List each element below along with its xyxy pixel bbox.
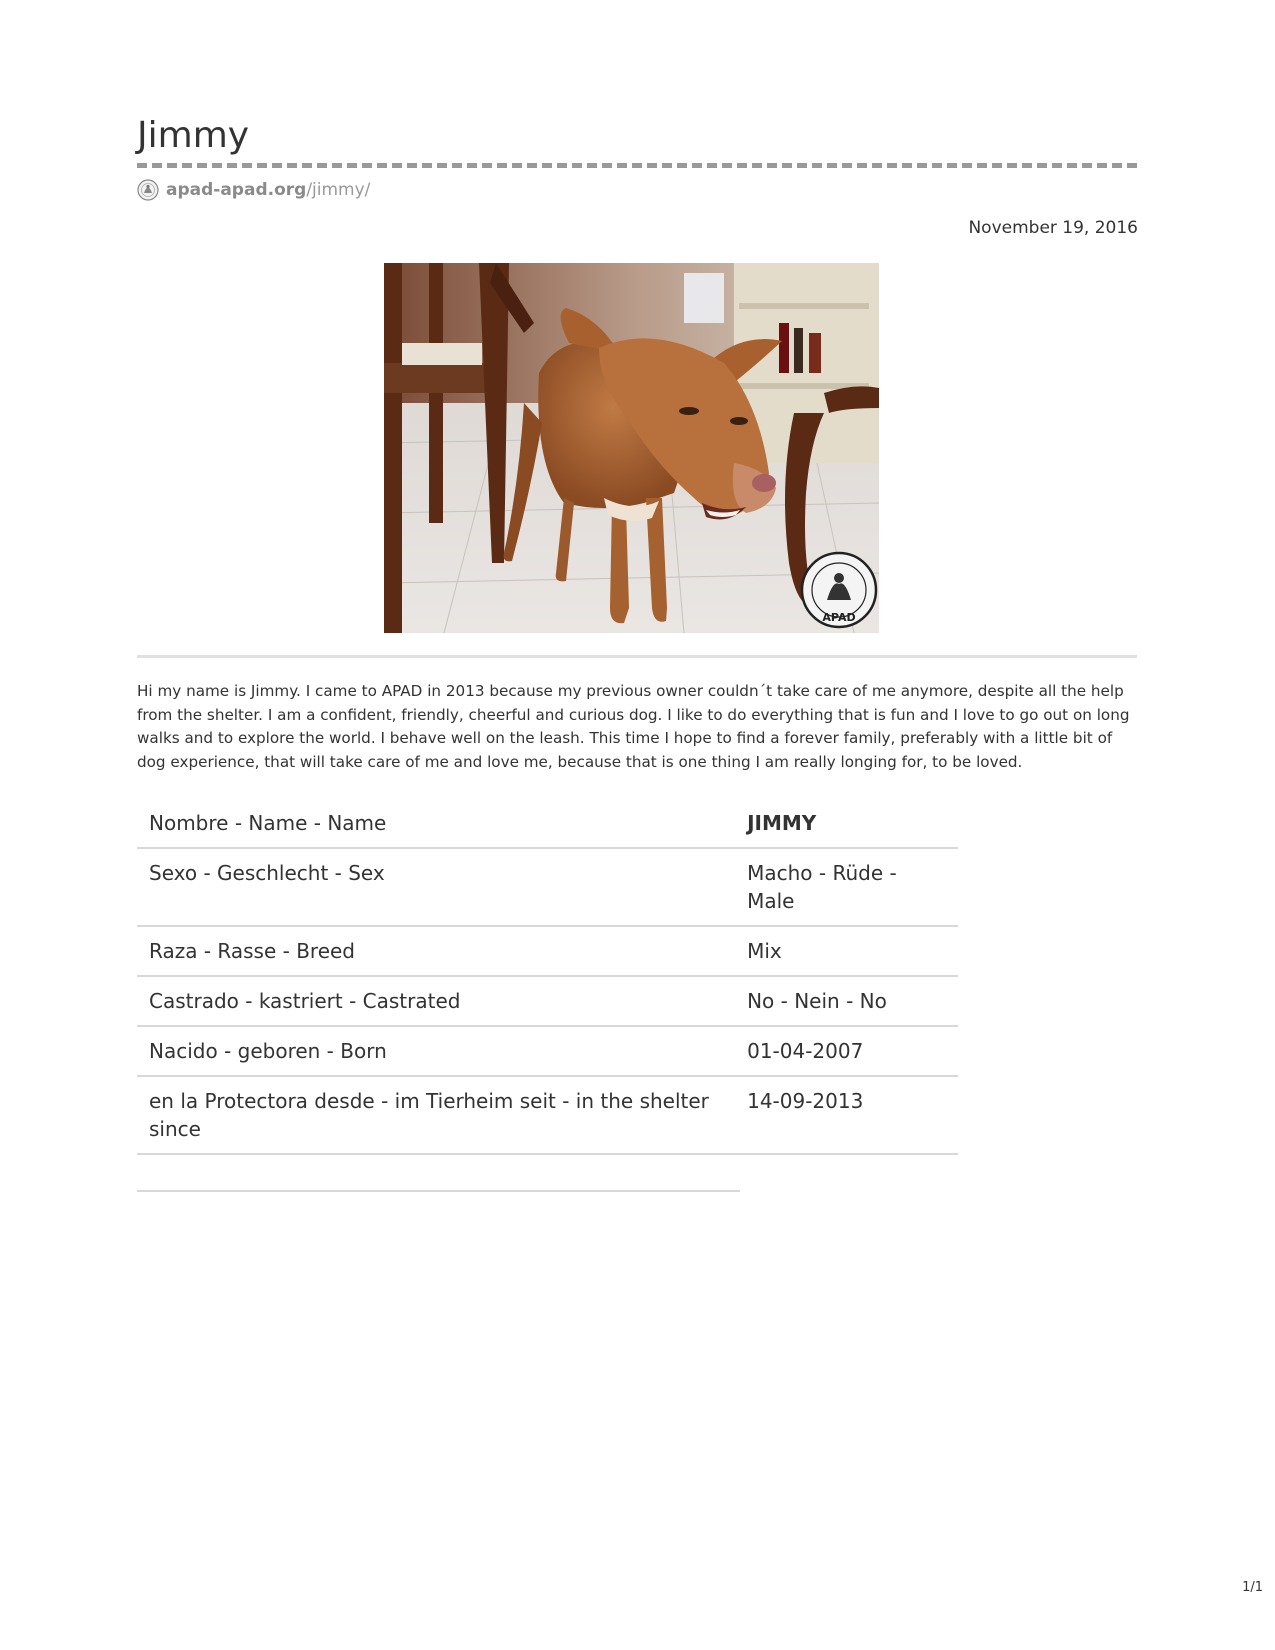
fact-value: Macho - Rüde - Male xyxy=(735,848,958,926)
fact-value: No - Nein - No xyxy=(735,976,958,1026)
apad-watermark xyxy=(802,553,876,627)
dog-facts-table xyxy=(137,800,958,1155)
fact-label: en la Protectora desde - im Tierheim seit - in the shelter since xyxy=(137,1076,735,1154)
table-row xyxy=(137,976,958,1026)
svg-text:APAD: APAD xyxy=(822,611,856,624)
title-divider xyxy=(137,163,1137,168)
source-domain[interactable]: apad-apad.org xyxy=(166,180,307,200)
fact-label: Nacido - geboren - Born xyxy=(137,1026,735,1076)
table-row xyxy=(137,1026,958,1076)
table-row xyxy=(137,800,958,848)
intro-paragraph: Hi my name is Jimmy. I came to APAD in 2013 because my previous owner couldn´t take care of me anymore, despite all the help from the shelter. I am a confident, friendly, cheerful and curious dog. I like to do everything that is fun and I love to go out on long walks and to explore the world. I behave well on the leash. This time I hope to find a forever family, preferably with a little bit of dog experience, that will take care of me and love me, because that is one thing I am really longing for, to be loved. xyxy=(137,682,1130,771)
page-title: Jimmy xyxy=(137,115,250,156)
fact-value: JIMMY xyxy=(735,800,958,848)
source-link[interactable] xyxy=(137,178,370,202)
table-row xyxy=(137,1076,958,1154)
page-number: 1/1 xyxy=(1242,1580,1263,1595)
photo-divider xyxy=(137,655,1137,658)
fact-value: 14-09-2013 xyxy=(735,1076,958,1154)
table-row xyxy=(137,848,958,926)
post-date: November 19, 2016 xyxy=(968,218,1138,238)
fact-label: Sexo - Geschlecht - Sex xyxy=(137,848,735,926)
apad-logo-icon xyxy=(137,179,159,201)
source-path[interactable]: /jimmy/ xyxy=(306,180,371,200)
fact-label: Nombre - Name - Name xyxy=(137,800,735,848)
table-row xyxy=(137,926,958,976)
fact-value: 01-04-2007 xyxy=(735,1026,958,1076)
fact-label: Raza - Rasse - Breed xyxy=(137,926,735,976)
fact-value: Mix xyxy=(735,926,958,976)
fact-label: Castrado - kastriert - Castrated xyxy=(137,976,735,1026)
dog-photo xyxy=(384,263,879,633)
content-end-divider xyxy=(137,1190,740,1192)
